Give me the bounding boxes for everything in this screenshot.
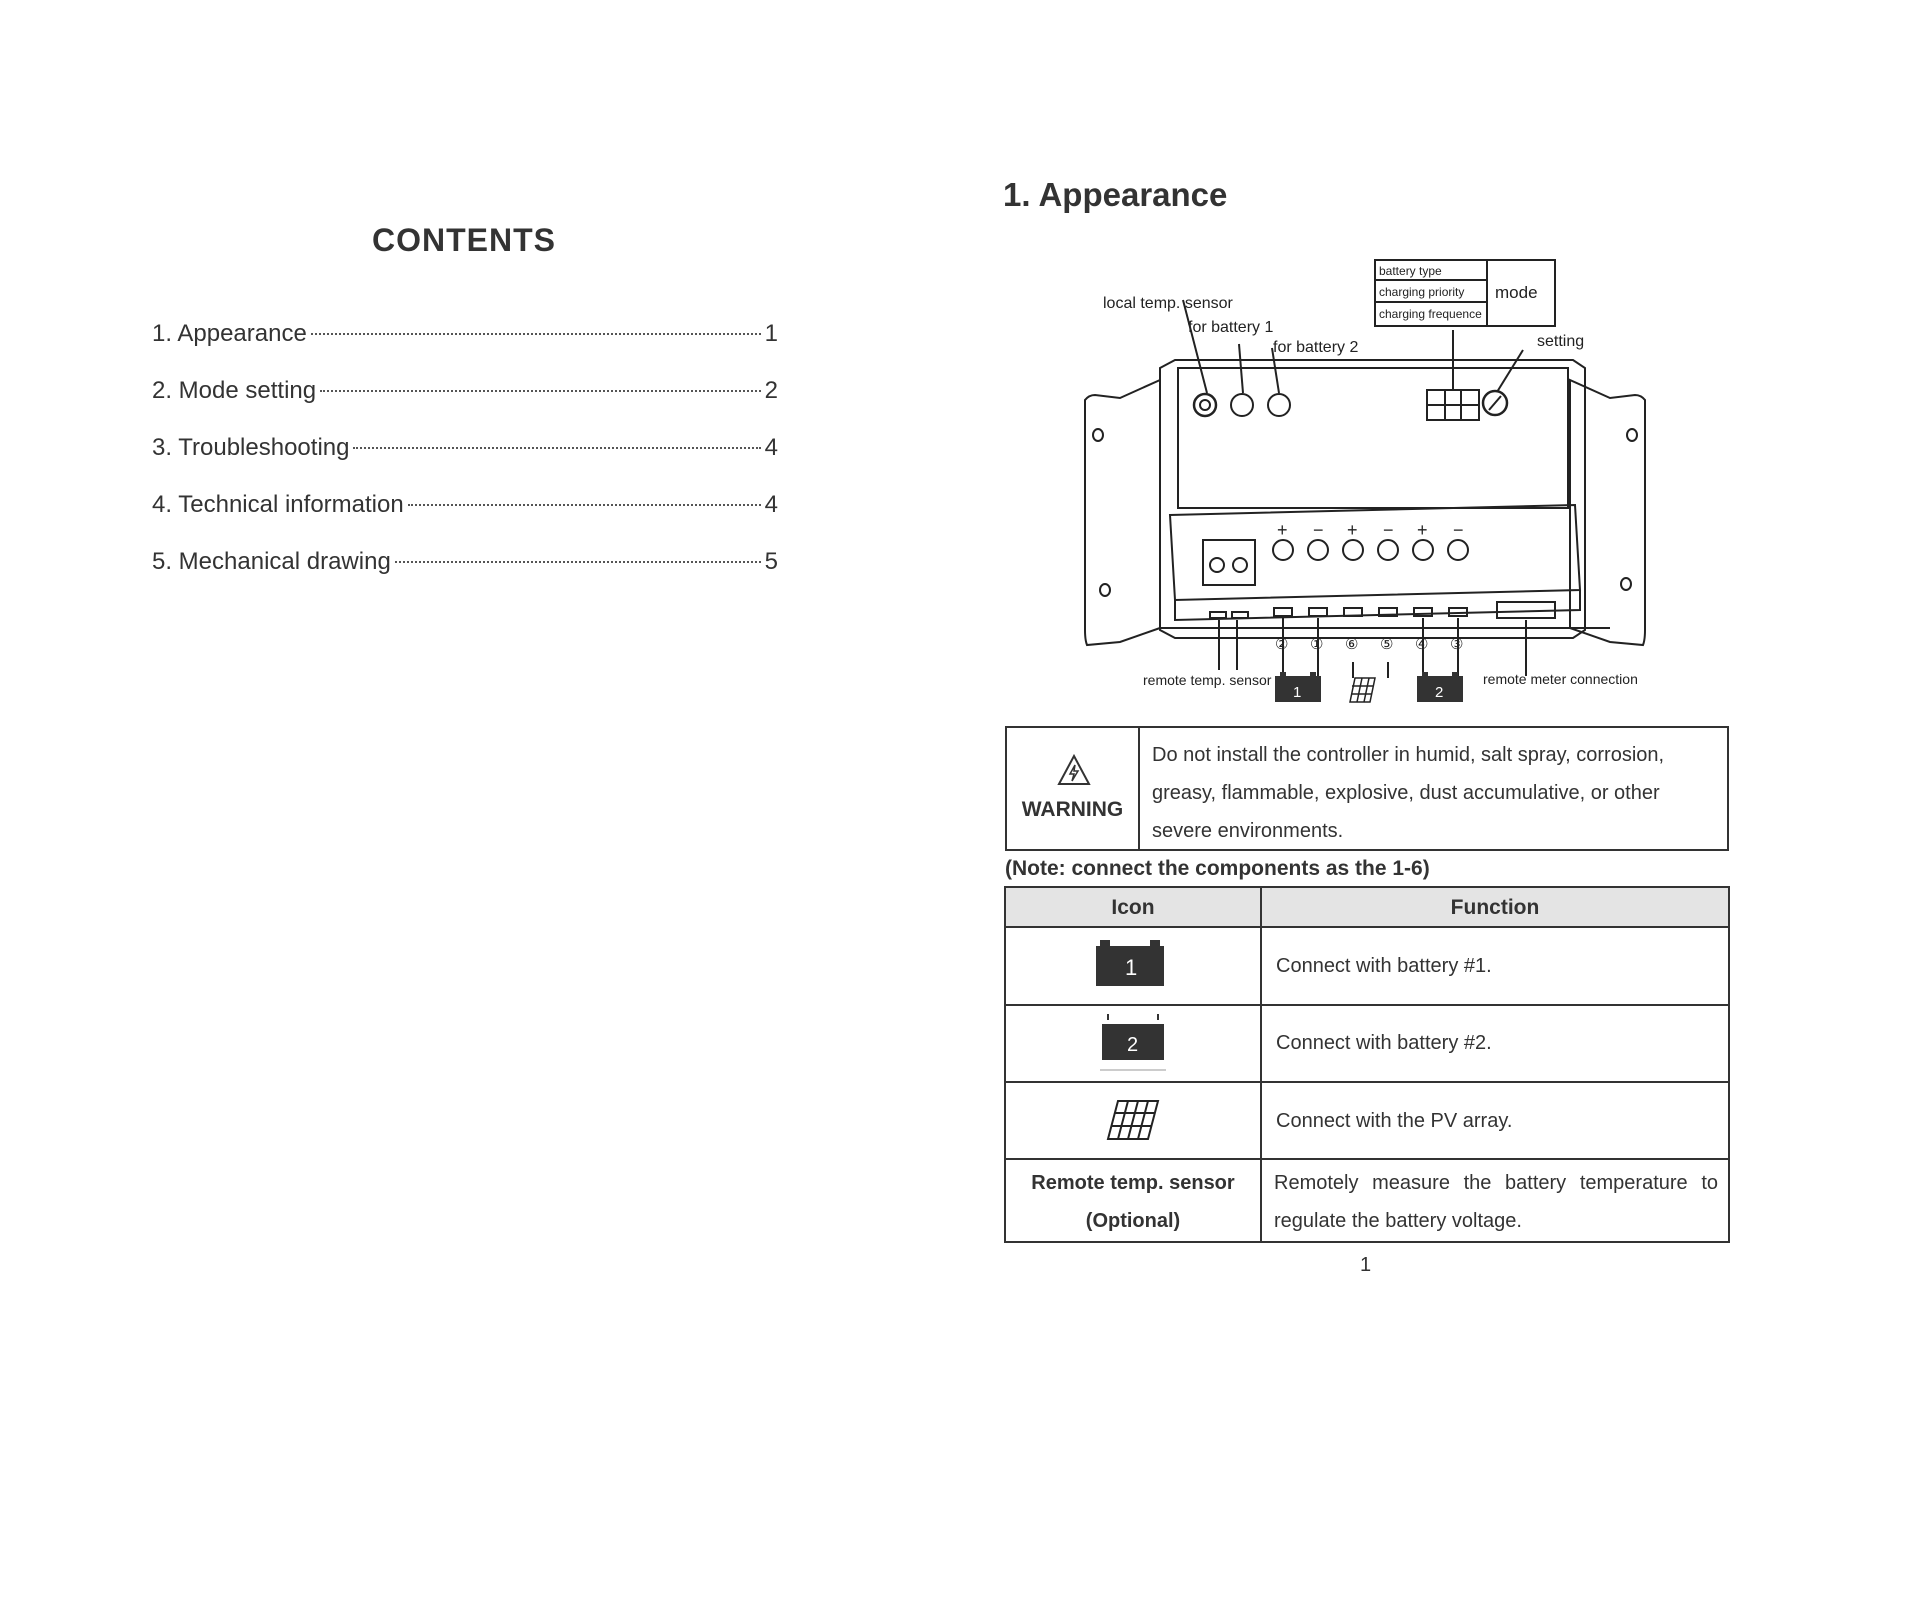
toc-label: 3. Troubleshooting [152, 434, 350, 461]
toc-page: 1 [764, 320, 778, 347]
terminal-number: ③ [1450, 636, 1464, 653]
toc-label: 1. Appearance [152, 320, 307, 347]
function-battery-2: Connect with battery #2. [1276, 1032, 1492, 1054]
mode-table-charging-frequence: charging frequence [1379, 307, 1482, 321]
table-row-pv-icon [1006, 1083, 1260, 1158]
warning-label: WARNING [1021, 798, 1124, 821]
battery-2-icon-number: 2 [1127, 1034, 1139, 1056]
warning-box [1005, 726, 1729, 851]
mode-label: mode [1495, 283, 1538, 302]
column-divider [1260, 888, 1262, 1241]
terminal-sign: − [1313, 520, 1324, 540]
toc-label: 5. Mechanical drawing [152, 548, 391, 575]
toc-leader [353, 447, 760, 449]
terminal-number: ② [1275, 636, 1289, 653]
function-battery-1: Connect with battery #1. [1276, 955, 1492, 977]
for-battery-2-label: for battery 2 [1273, 339, 1359, 356]
terminal-number: ① [1310, 636, 1324, 653]
terminal-number: ⑥ [1345, 636, 1359, 653]
remote-temp-sensor-cell: Remote temp. sensor (Optional) [1031, 1172, 1235, 1232]
for-battery-1-label: for battery 1 [1188, 319, 1274, 336]
setting-label: setting [1537, 333, 1585, 350]
battery-1-icon [1275, 672, 1321, 702]
remote-temp-sensor-label: remote temp. sensor [1143, 672, 1272, 688]
terminal-number: ⑤ [1380, 636, 1394, 653]
warning-text: Do not install the controller in humid, salt spray, corrosion, greasy, flammable, explosive, dust accumulative, or other severe environments. [1152, 744, 1665, 842]
function-remote-temp-sensor: Remotely measure the battery temperature to regulate the battery voltage. [1274, 1172, 1718, 1232]
controller-diagram [1075, 250, 1655, 710]
terminal-sign: + [1347, 520, 1358, 540]
terminal-sign: − [1453, 520, 1464, 540]
toc-leader [311, 333, 761, 335]
battery-2-icon [1417, 672, 1463, 702]
connection-note: (Note: connect the components as the 1-6) [1005, 857, 1430, 880]
warning-icon-cell [1007, 728, 1140, 849]
toc-leader [320, 390, 761, 392]
function-pv-array: Connect with the PV array. [1276, 1110, 1513, 1132]
battery-1-icon-number: 1 [1125, 955, 1138, 980]
battery-1-icon [1094, 938, 1166, 988]
section-title: 1. Appearance [1003, 176, 1228, 213]
toc-label: 4. Technical information [152, 491, 404, 518]
toc-page: 5 [764, 548, 778, 575]
toc-label: 2. Mode setting [152, 377, 317, 404]
toc-leader [408, 504, 761, 506]
toc-entry-technical-information[interactable] [152, 491, 778, 523]
terminal-sign: − [1383, 520, 1394, 540]
battery-2-icon [1100, 1014, 1166, 1072]
table-row-battery-1-icon [1006, 928, 1260, 1004]
local-temp-sensor-label: local temp. sensor [1103, 295, 1233, 312]
terminal-sign: + [1417, 520, 1428, 540]
terminal-sign: + [1277, 520, 1288, 540]
icon-function-table [1004, 886, 1730, 1243]
pv-array-icon [1350, 678, 1375, 702]
toc-entry-appearance[interactable] [152, 320, 778, 352]
contents-title: CONTENTS [372, 222, 556, 258]
header-function: Function [1262, 888, 1728, 926]
toc-entry-mechanical-drawing[interactable] [152, 548, 778, 580]
battery-1-number: 1 [1293, 684, 1302, 701]
pv-array-icon [1106, 1097, 1160, 1143]
toc-leader [395, 561, 761, 563]
battery-2-number: 2 [1435, 684, 1444, 701]
mode-table-charging-priority: charging priority [1379, 285, 1465, 299]
hazard-triangle-icon [1057, 754, 1091, 786]
toc-page: 4 [764, 434, 778, 461]
row-divider [1006, 1158, 1728, 1160]
remote-meter-connection-label: remote meter connection [1483, 671, 1638, 687]
mode-table-battery-type: battery type [1379, 264, 1442, 278]
toc-entry-mode-setting[interactable] [152, 377, 778, 409]
terminal-number: ④ [1415, 636, 1429, 653]
header-icon: Icon [1006, 888, 1260, 926]
table-row-battery-2-icon [1006, 1006, 1260, 1081]
page-number: 1 [1360, 1254, 1372, 1276]
toc-page: 2 [764, 377, 778, 404]
toc-entry-troubleshooting[interactable] [152, 434, 778, 466]
toc-page: 4 [764, 491, 778, 518]
